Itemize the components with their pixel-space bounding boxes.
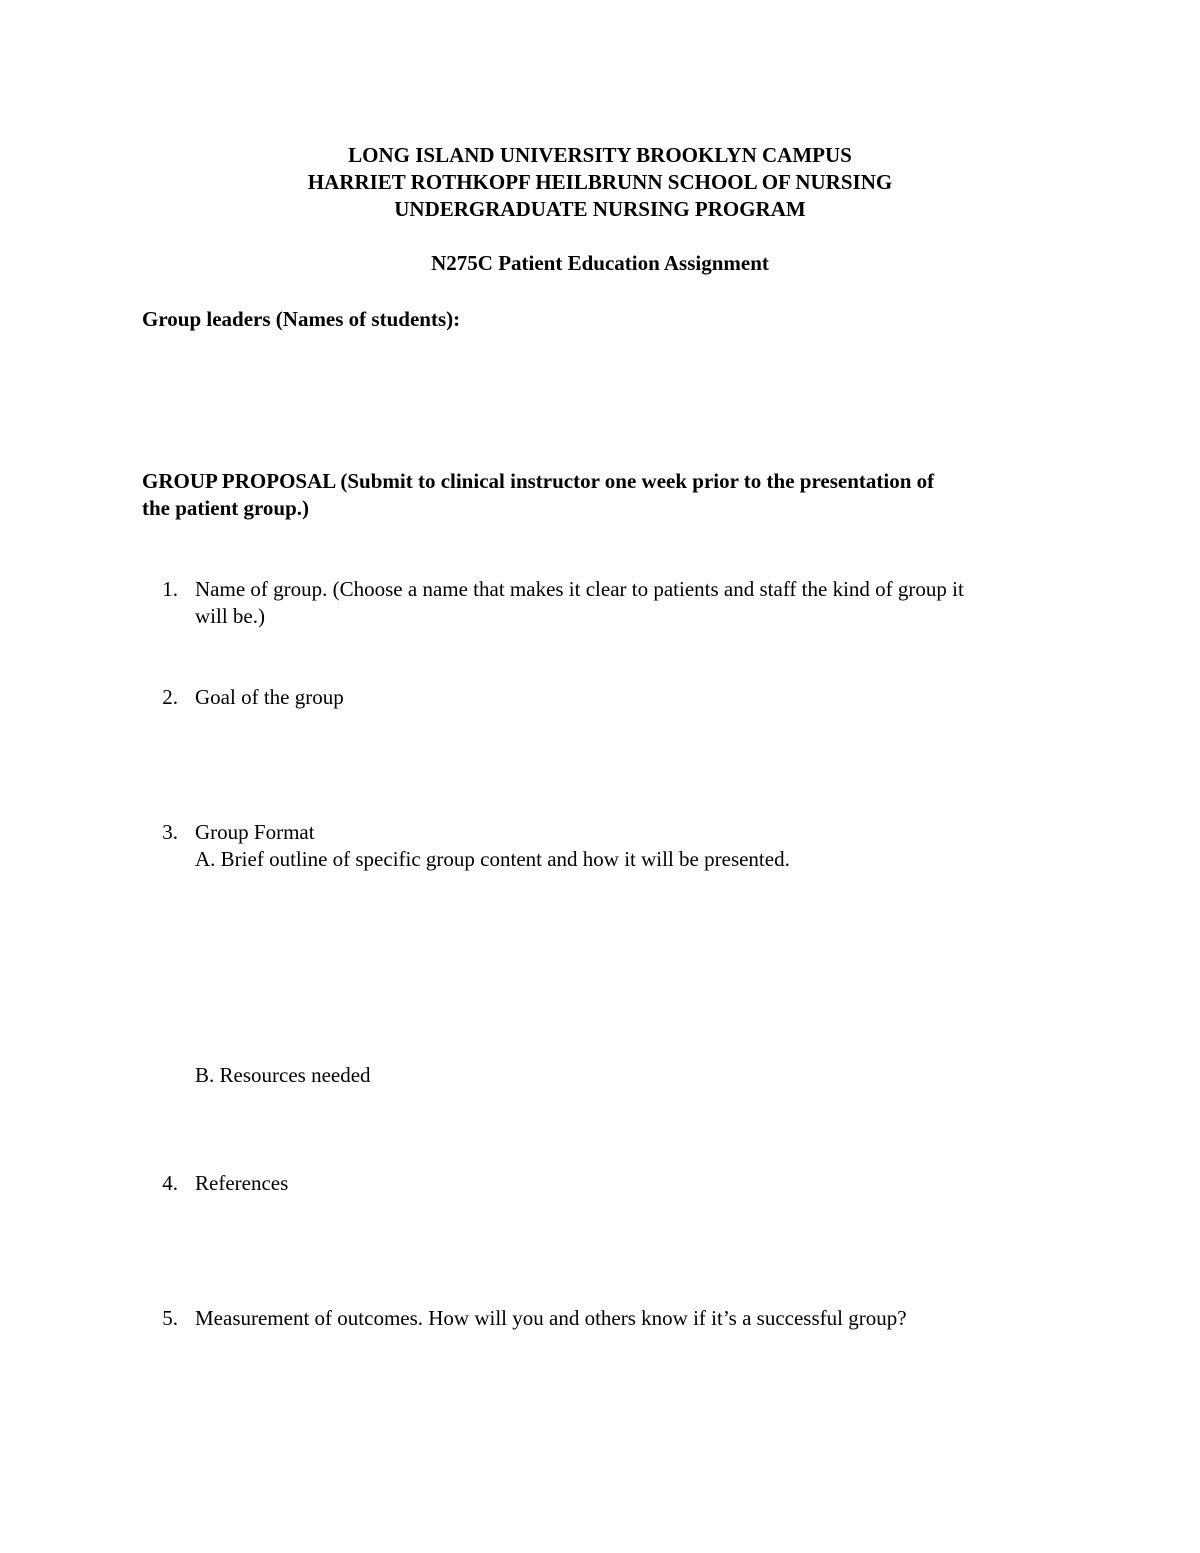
item-2-text: Goal of the group [195,685,344,709]
proposal-heading-line1: GROUP PROPOSAL (Submit to clinical instructor one week prior to the presentation of [142,469,935,493]
item-3-subitem-a: A. Brief outline of specific group content and how it will be presented. [195,847,790,871]
item-number-2: 2. [162,685,178,709]
item-1-text-line2: will be.) [195,604,265,628]
item-number-4: 4. [162,1171,178,1195]
item-number-5: 5. [162,1306,178,1330]
item-3-subitem-b: B. Resources needed [195,1063,371,1087]
group-leaders-label: Group leaders (Names of students): [142,307,461,331]
program-name: UNDERGRADUATE NURSING PROGRAM [394,197,806,221]
item-number-3: 3. [162,820,178,844]
school-name: HARRIET ROTHKOPF HEILBRUNN SCHOOL OF NURSING [307,170,893,194]
item-1-text-line1: Name of group. (Choose a name that makes it clear to patients and staff the kind of group it [195,577,964,601]
item-number-1: 1. [162,577,178,601]
assignment-title: N275C Patient Education Assignment [431,251,769,275]
item-4-text: References [195,1171,289,1195]
item-5-text: Measurement of outcomes. How will you and others know if it’s a successful group? [195,1306,907,1330]
proposal-heading-line2: the patient group.) [142,496,310,520]
item-3-text: Group Format [195,820,315,844]
university-name: LONG ISLAND UNIVERSITY BROOKLYN CAMPUS [348,143,852,167]
